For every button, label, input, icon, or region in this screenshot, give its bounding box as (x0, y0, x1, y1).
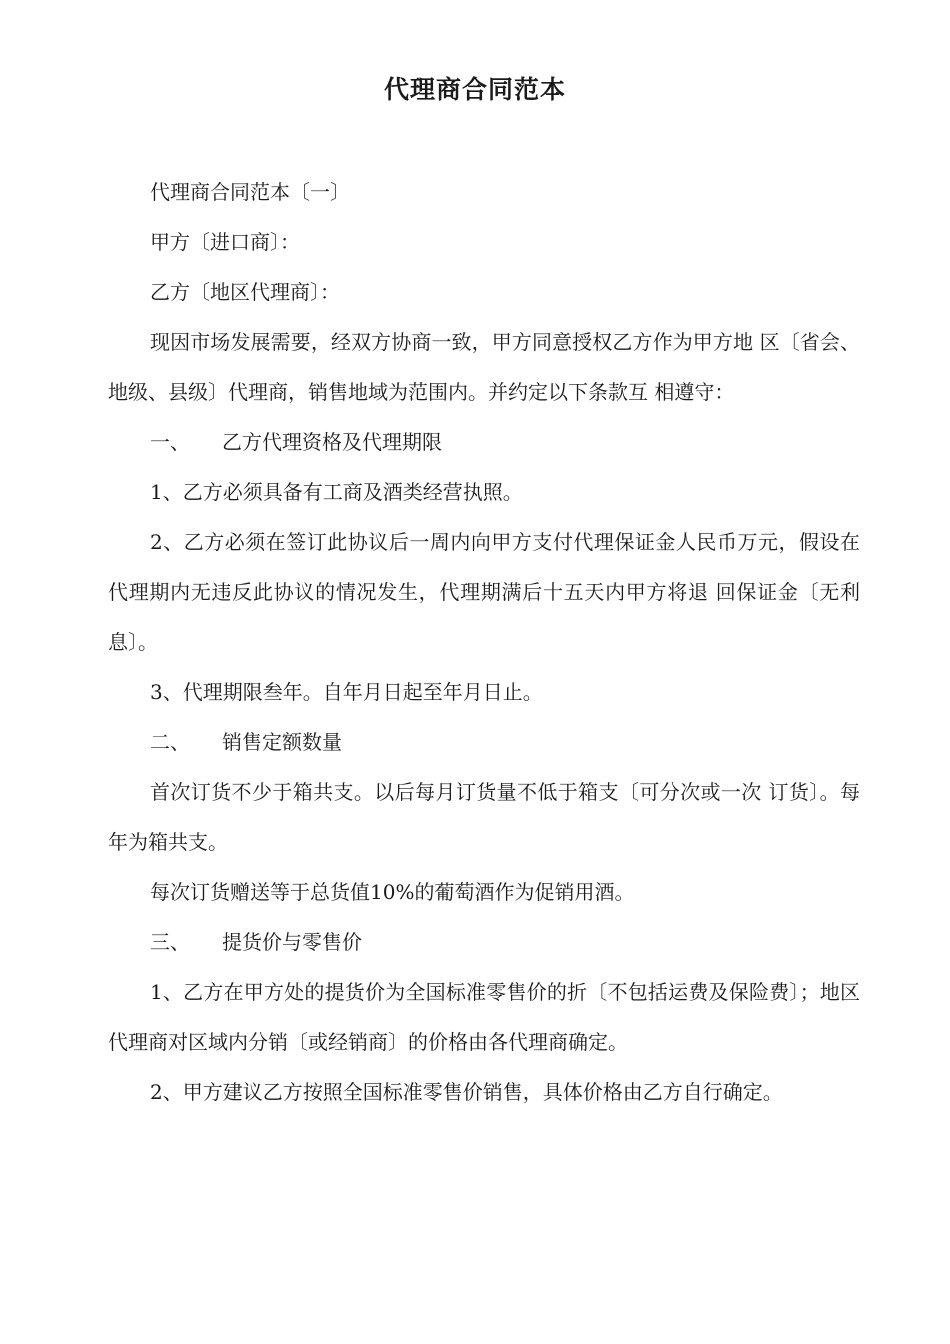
clause-paragraph: 1、乙方在甲方处的提货价为全国标准零售价的折〔不包括运费及保险费〕；地区代理商对区域内分销〔或经销商〕的价格由各代理商确定。 (108, 980, 860, 1054)
clause-paragraph: 2、乙方必须在签订此协议后一周内向甲方支付代理保证金人民币万元，假设在代理期内无违反此协议的情况发生，代理期满后十五天内甲方将退 回保证金〔无利息〕。 (108, 530, 860, 654)
section-title: 乙方代理资格及代理期限 (222, 430, 442, 454)
party-a-line: 甲方〔进口商〕： (150, 230, 300, 254)
section-number: 三、 (150, 930, 190, 954)
section-heading-3 (108, 917, 860, 967)
section-number: 二、 (150, 730, 190, 754)
clause-paragraph: 2、甲方建议乙方按照全国标准零售价销售，具体价格由乙方自行确定。 (150, 1080, 783, 1104)
clause-paragraph: 3、代理期限叁年。自年月日起至年月日止。 (150, 680, 543, 704)
preamble-paragraph: 现因市场发展需要，经双方协商一致，甲方同意授权乙方作为甲方地 区〔省会、地级、县级〕代理商，销售地域为范围内。并约定以下条款互 相遵守： (108, 330, 860, 404)
section-number: 一、 (150, 430, 190, 454)
section-heading-1 (108, 417, 860, 467)
clause-paragraph: 1、乙方必须具备有工商及酒类经营执照。 (150, 480, 523, 504)
section-heading-2 (108, 717, 860, 767)
contract-subtitle: 代理商合同范本〔一〕 (150, 180, 350, 204)
document-body (108, 167, 860, 1117)
party-b-line: 乙方〔地区代理商〕： (150, 280, 340, 304)
section-title: 销售定额数量 (222, 730, 342, 754)
clause-paragraph: 每次订货赠送等于总货值10%的葡萄酒作为促销用酒。 (150, 880, 635, 904)
section-title: 提货价与零售价 (222, 930, 362, 954)
document-title: 代理商合同范本 (383, 75, 566, 104)
clause-paragraph: 首次订货不少于箱共支。以后每月订货量不低于箱支〔可分次或一次 订货〕。每年为箱共支。 (108, 780, 860, 854)
